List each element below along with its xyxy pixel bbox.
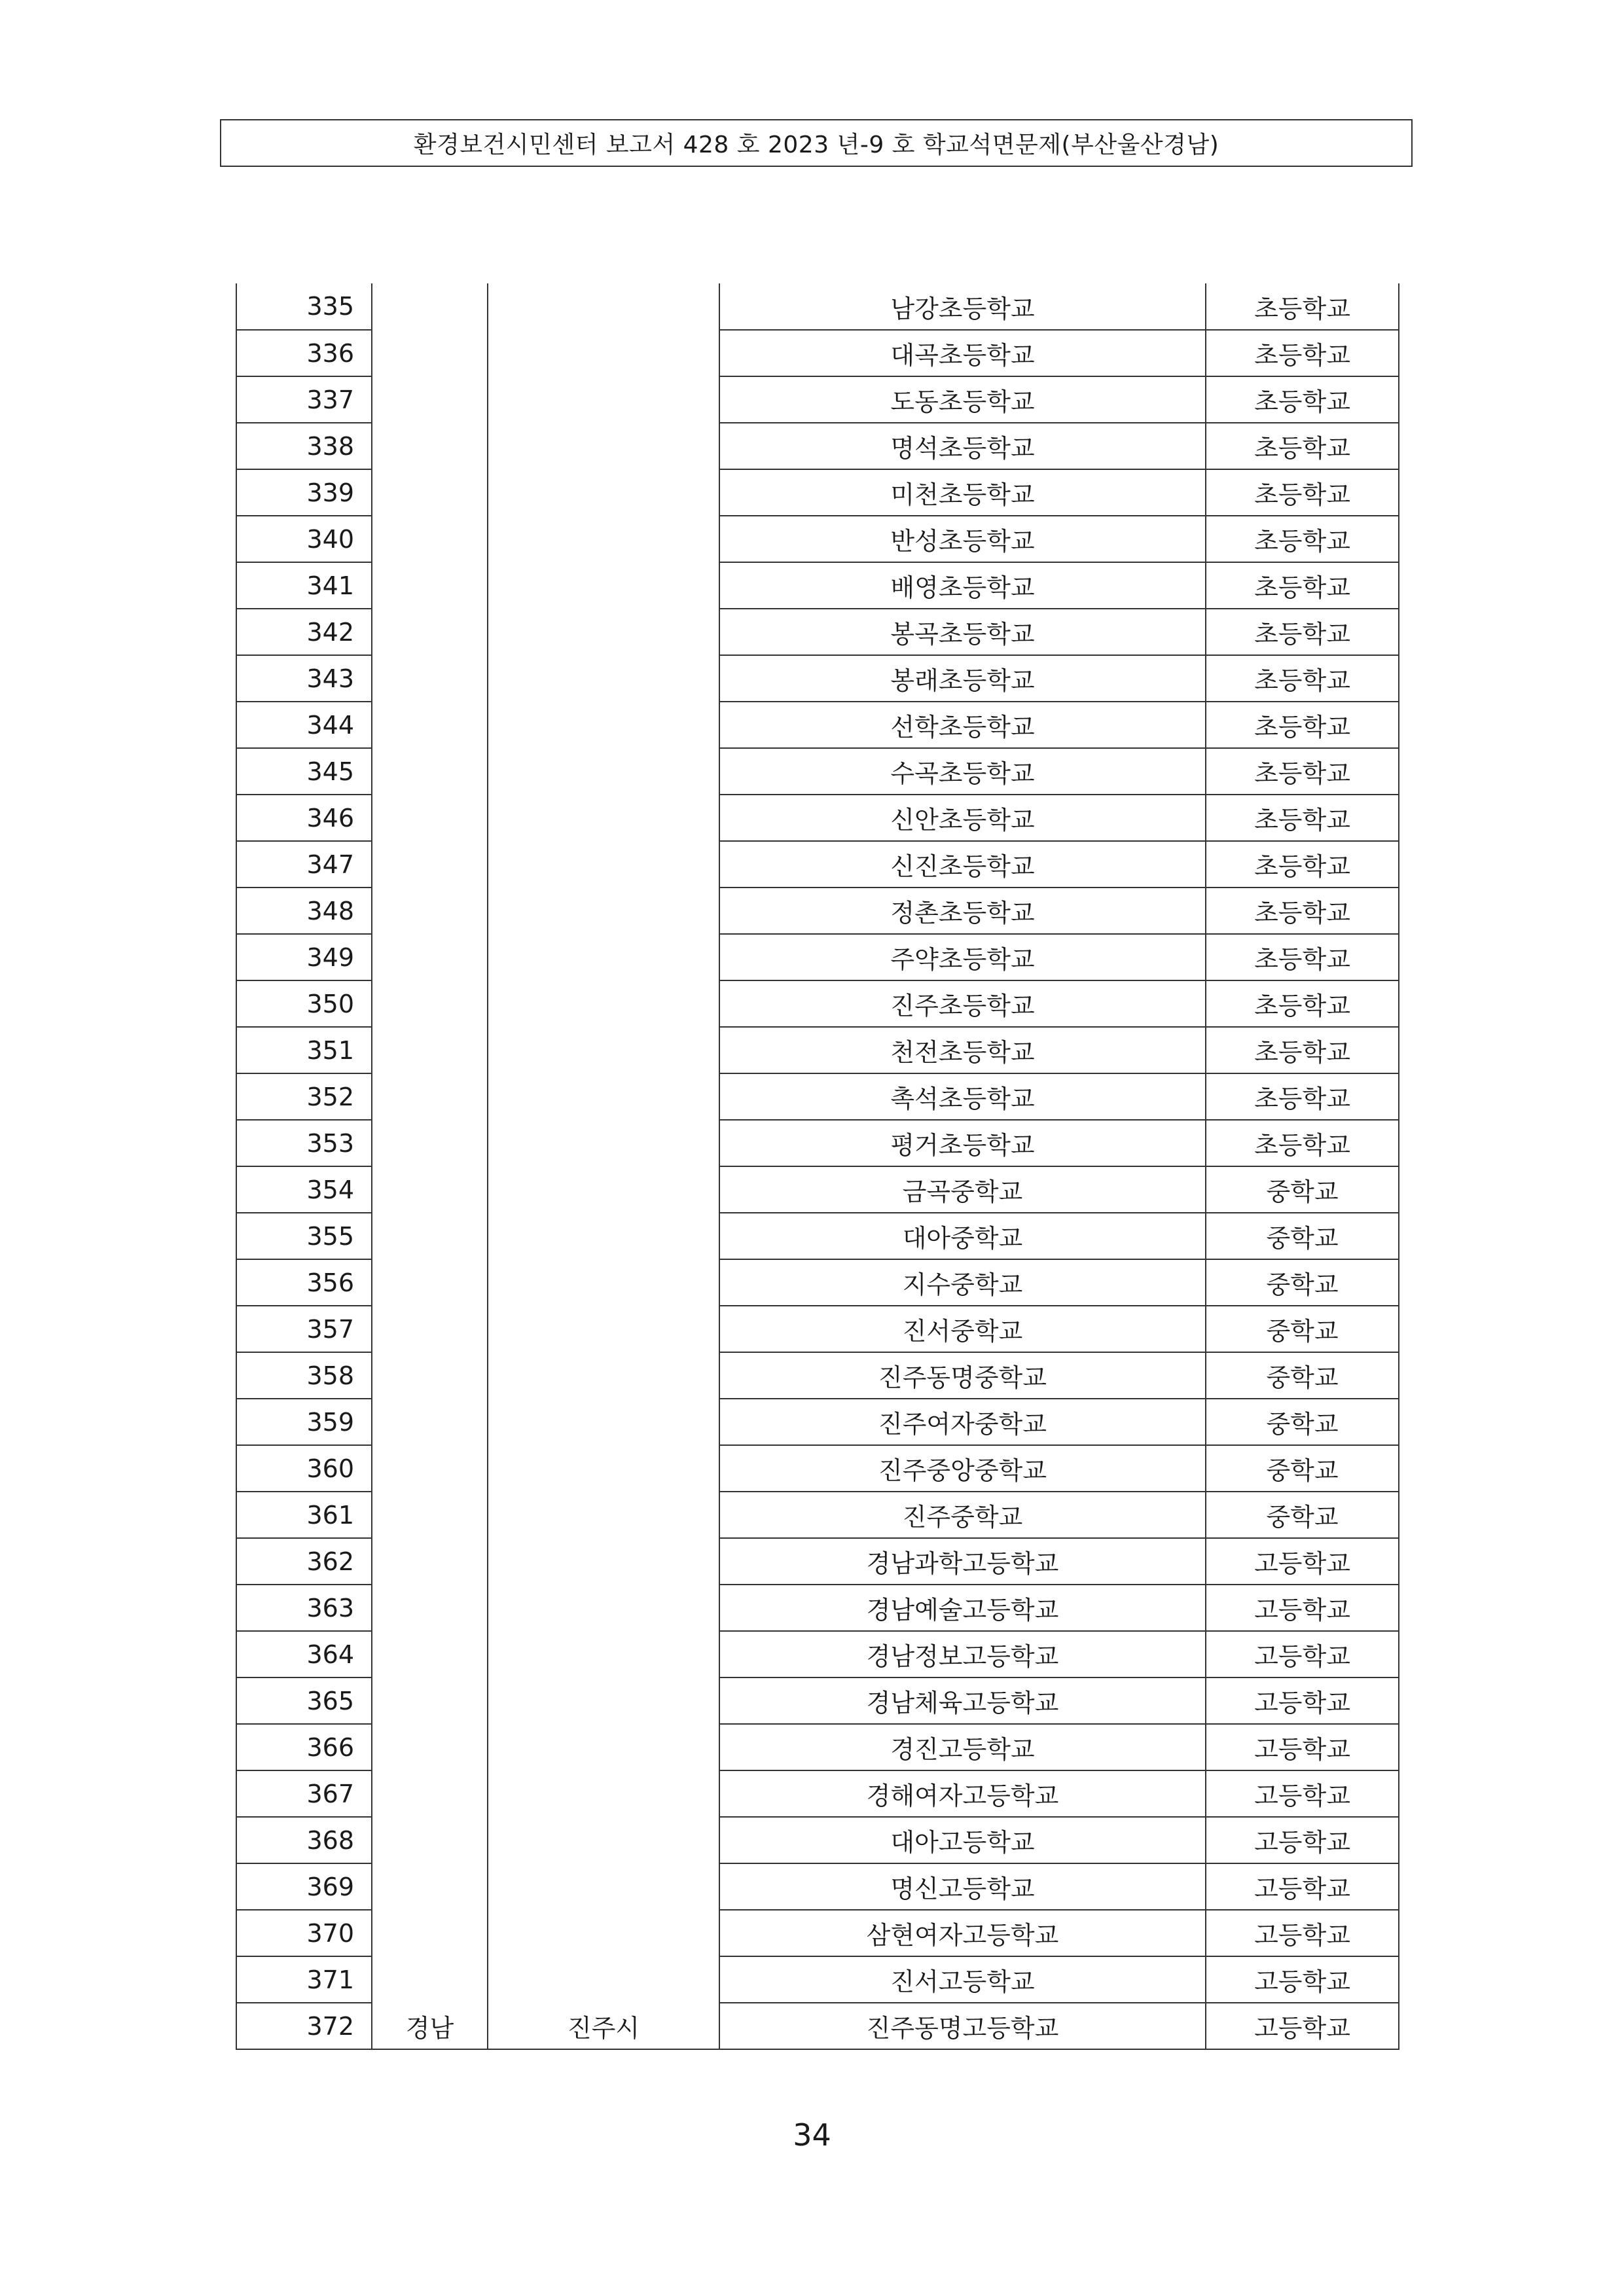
row-number-cell: 344	[236, 702, 372, 748]
city-cell	[488, 748, 719, 795]
school-level-cell: 초등학교	[1206, 934, 1399, 980]
school-name-cell: 진주동명고등학교	[719, 2003, 1206, 2049]
table-row	[236, 1399, 1399, 1445]
region-cell	[372, 423, 488, 469]
table-row	[236, 1910, 1399, 1956]
city-cell	[488, 1445, 719, 1492]
city-cell	[488, 1585, 719, 1631]
city-cell	[488, 1399, 719, 1445]
school-name-cell: 대곡초등학교	[719, 330, 1206, 376]
table-row	[236, 1166, 1399, 1213]
region-cell	[372, 1585, 488, 1631]
region-cell	[372, 980, 488, 1027]
city-cell	[488, 702, 719, 748]
row-number-cell: 359	[236, 1399, 372, 1445]
table-row	[236, 888, 1399, 934]
school-name-cell: 진서고등학교	[719, 1956, 1206, 2003]
city-cell	[488, 1166, 719, 1213]
school-name-cell: 배영초등학교	[719, 562, 1206, 609]
row-number-cell: 335	[236, 283, 372, 330]
region-cell	[372, 1352, 488, 1399]
city-cell	[488, 1631, 719, 1677]
row-number-cell: 346	[236, 795, 372, 841]
school-name-cell: 천전초등학교	[719, 1027, 1206, 1073]
region-cell	[372, 1027, 488, 1073]
school-name-cell: 선학초등학교	[719, 702, 1206, 748]
region-cell	[372, 1677, 488, 1724]
row-number-cell: 337	[236, 376, 372, 423]
city-cell	[488, 1770, 719, 1817]
school-name-cell: 진주동명중학교	[719, 1352, 1206, 1399]
city-cell	[488, 1259, 719, 1306]
city-cell	[488, 516, 719, 562]
row-number-cell: 352	[236, 1073, 372, 1120]
school-level-cell: 초등학교	[1206, 609, 1399, 655]
school-name-cell: 경남예술고등학교	[719, 1585, 1206, 1631]
row-number-cell: 360	[236, 1445, 372, 1492]
table-row	[236, 841, 1399, 888]
school-level-cell: 고등학교	[1206, 1585, 1399, 1631]
region-cell	[372, 1724, 488, 1770]
school-table-body	[236, 283, 1399, 2049]
table-row	[236, 609, 1399, 655]
table-row	[236, 1724, 1399, 1770]
table-row	[236, 748, 1399, 795]
row-number-cell: 365	[236, 1677, 372, 1724]
school-level-cell: 고등학교	[1206, 1863, 1399, 1910]
city-cell	[488, 1492, 719, 1538]
region-cell	[372, 1259, 488, 1306]
city-cell	[488, 655, 719, 702]
school-name-cell: 촉석초등학교	[719, 1073, 1206, 1120]
school-level-cell: 초등학교	[1206, 702, 1399, 748]
school-name-cell: 명신고등학교	[719, 1863, 1206, 1910]
city-cell	[488, 1306, 719, 1352]
school-level-cell: 중학교	[1206, 1259, 1399, 1306]
school-name-cell: 진주여자중학교	[719, 1399, 1206, 1445]
table-row	[236, 1863, 1399, 1910]
row-number-cell: 353	[236, 1120, 372, 1166]
row-number-cell: 364	[236, 1631, 372, 1677]
school-level-cell: 초등학교	[1206, 1027, 1399, 1073]
city-cell	[488, 562, 719, 609]
row-number-cell: 351	[236, 1027, 372, 1073]
table-row	[236, 1306, 1399, 1352]
school-level-cell: 초등학교	[1206, 423, 1399, 469]
row-number-cell: 350	[236, 980, 372, 1027]
page-number: 34	[793, 2117, 831, 2153]
region-cell	[372, 934, 488, 980]
region-cell	[372, 655, 488, 702]
school-level-cell: 고등학교	[1206, 1770, 1399, 1817]
table-row	[236, 702, 1399, 748]
school-level-cell: 초등학교	[1206, 283, 1399, 330]
school-name-cell: 진주중학교	[719, 1492, 1206, 1538]
city-cell	[488, 1677, 719, 1724]
school-name-cell: 지수중학교	[719, 1259, 1206, 1306]
school-name-cell: 경남체육고등학교	[719, 1677, 1206, 1724]
row-number-cell: 370	[236, 1910, 372, 1956]
city-cell	[488, 1956, 719, 2003]
school-level-cell: 초등학교	[1206, 330, 1399, 376]
school-level-cell: 중학교	[1206, 1492, 1399, 1538]
city-cell	[488, 1213, 719, 1259]
school-name-cell: 남강초등학교	[719, 283, 1206, 330]
table-row	[236, 655, 1399, 702]
city-cell	[488, 980, 719, 1027]
school-level-cell: 고등학교	[1206, 1956, 1399, 2003]
city-cell	[488, 1073, 719, 1120]
region-cell	[372, 562, 488, 609]
city-cell: 진주시	[488, 2003, 719, 2049]
school-name-cell: 금곡중학교	[719, 1166, 1206, 1213]
region-cell	[372, 1631, 488, 1677]
table-row	[236, 283, 1399, 330]
school-name-cell: 대아고등학교	[719, 1817, 1206, 1863]
city-cell	[488, 1352, 719, 1399]
city-cell	[488, 888, 719, 934]
table-row	[236, 469, 1399, 516]
table-row	[236, 423, 1399, 469]
school-name-cell: 경남정보고등학교	[719, 1631, 1206, 1677]
table-row	[236, 330, 1399, 376]
school-level-cell: 고등학교	[1206, 1677, 1399, 1724]
row-number-cell: 372	[236, 2003, 372, 2049]
school-level-cell: 초등학교	[1206, 469, 1399, 516]
row-number-cell: 368	[236, 1817, 372, 1863]
region-cell	[372, 376, 488, 423]
city-cell	[488, 469, 719, 516]
region-cell	[372, 702, 488, 748]
school-name-cell: 평거초등학교	[719, 1120, 1206, 1166]
table-row	[236, 2003, 1399, 2049]
school-name-cell: 경해여자고등학교	[719, 1770, 1206, 1817]
row-number-cell: 357	[236, 1306, 372, 1352]
table-row	[236, 934, 1399, 980]
region-cell	[372, 748, 488, 795]
region-cell: 경남	[372, 2003, 488, 2049]
row-number-cell: 354	[236, 1166, 372, 1213]
school-level-cell: 중학교	[1206, 1213, 1399, 1259]
table-row	[236, 516, 1399, 562]
city-cell	[488, 795, 719, 841]
school-name-cell: 경진고등학교	[719, 1724, 1206, 1770]
school-level-cell: 초등학교	[1206, 562, 1399, 609]
school-level-cell: 초등학교	[1206, 376, 1399, 423]
region-cell	[372, 888, 488, 934]
region-cell	[372, 1073, 488, 1120]
region-cell	[372, 1492, 488, 1538]
school-level-cell: 중학교	[1206, 1306, 1399, 1352]
school-level-cell: 초등학교	[1206, 795, 1399, 841]
school-level-cell: 고등학교	[1206, 1817, 1399, 1863]
school-name-cell: 명석초등학교	[719, 423, 1206, 469]
city-cell	[488, 376, 719, 423]
region-cell	[372, 1306, 488, 1352]
table-row	[236, 1259, 1399, 1306]
row-number-cell: 358	[236, 1352, 372, 1399]
region-cell	[372, 1213, 488, 1259]
city-cell	[488, 1538, 719, 1585]
region-cell	[372, 609, 488, 655]
school-level-cell: 고등학교	[1206, 1538, 1399, 1585]
row-number-cell: 366	[236, 1724, 372, 1770]
row-number-cell: 341	[236, 562, 372, 609]
school-name-cell: 대아중학교	[719, 1213, 1206, 1259]
region-cell	[372, 1910, 488, 1956]
row-number-cell: 363	[236, 1585, 372, 1631]
region-cell	[372, 1399, 488, 1445]
report-header: 환경보건시민센터 보고서 428 호 2023 년-9 호 학교석면문제(부산울산경남)	[220, 119, 1413, 167]
region-cell	[372, 1538, 488, 1585]
school-level-cell: 고등학교	[1206, 1724, 1399, 1770]
school-level-cell: 고등학교	[1206, 1910, 1399, 1956]
city-cell	[488, 934, 719, 980]
city-cell	[488, 1027, 719, 1073]
table-row	[236, 562, 1399, 609]
school-name-cell: 신안초등학교	[719, 795, 1206, 841]
school-level-cell: 중학교	[1206, 1166, 1399, 1213]
region-cell	[372, 1863, 488, 1910]
school-level-cell: 초등학교	[1206, 655, 1399, 702]
region-cell	[372, 330, 488, 376]
region-cell	[372, 469, 488, 516]
region-cell	[372, 1817, 488, 1863]
region-cell	[372, 1770, 488, 1817]
school-name-cell: 도동초등학교	[719, 376, 1206, 423]
school-table	[236, 283, 1399, 2050]
row-number-cell: 369	[236, 1863, 372, 1910]
region-cell	[372, 1956, 488, 2003]
table-row	[236, 1073, 1399, 1120]
school-name-cell: 진서중학교	[719, 1306, 1206, 1352]
school-level-cell: 중학교	[1206, 1445, 1399, 1492]
city-cell	[488, 1910, 719, 1956]
table-row	[236, 376, 1399, 423]
row-number-cell: 342	[236, 609, 372, 655]
school-name-cell: 진주초등학교	[719, 980, 1206, 1027]
row-number-cell: 345	[236, 748, 372, 795]
table-row	[236, 1956, 1399, 2003]
city-cell	[488, 330, 719, 376]
row-number-cell: 343	[236, 655, 372, 702]
table-row	[236, 980, 1399, 1027]
table-row	[236, 1677, 1399, 1724]
table-row	[236, 1027, 1399, 1073]
row-number-cell: 355	[236, 1213, 372, 1259]
school-name-cell: 신진초등학교	[719, 841, 1206, 888]
row-number-cell: 347	[236, 841, 372, 888]
school-level-cell: 중학교	[1206, 1399, 1399, 1445]
region-cell	[372, 1166, 488, 1213]
row-number-cell: 338	[236, 423, 372, 469]
row-number-cell: 348	[236, 888, 372, 934]
school-level-cell: 고등학교	[1206, 1631, 1399, 1677]
city-cell	[488, 283, 719, 330]
row-number-cell: 349	[236, 934, 372, 980]
city-cell	[488, 1120, 719, 1166]
table-row	[236, 795, 1399, 841]
row-number-cell: 361	[236, 1492, 372, 1538]
school-level-cell: 초등학교	[1206, 1120, 1399, 1166]
school-name-cell: 수곡초등학교	[719, 748, 1206, 795]
school-name-cell: 진주중앙중학교	[719, 1445, 1206, 1492]
table-row	[236, 1213, 1399, 1259]
city-cell	[488, 841, 719, 888]
table-row	[236, 1120, 1399, 1166]
city-cell	[488, 609, 719, 655]
city-cell	[488, 1863, 719, 1910]
school-name-cell: 봉래초등학교	[719, 655, 1206, 702]
table-row	[236, 1538, 1399, 1585]
school-level-cell: 초등학교	[1206, 748, 1399, 795]
school-level-cell: 초등학교	[1206, 1073, 1399, 1120]
row-number-cell: 371	[236, 1956, 372, 2003]
school-level-cell: 중학교	[1206, 1352, 1399, 1399]
school-level-cell: 초등학교	[1206, 841, 1399, 888]
row-number-cell: 356	[236, 1259, 372, 1306]
row-number-cell: 339	[236, 469, 372, 516]
region-cell	[372, 1445, 488, 1492]
school-name-cell: 미천초등학교	[719, 469, 1206, 516]
table-row	[236, 1770, 1399, 1817]
school-name-cell: 반성초등학교	[719, 516, 1206, 562]
region-cell	[372, 516, 488, 562]
row-number-cell: 336	[236, 330, 372, 376]
region-cell	[372, 795, 488, 841]
school-name-cell: 삼현여자고등학교	[719, 1910, 1206, 1956]
region-cell	[372, 283, 488, 330]
table-row	[236, 1585, 1399, 1631]
table-row	[236, 1817, 1399, 1863]
school-level-cell: 초등학교	[1206, 980, 1399, 1027]
region-cell	[372, 841, 488, 888]
row-number-cell: 367	[236, 1770, 372, 1817]
school-level-cell: 고등학교	[1206, 2003, 1399, 2049]
school-name-cell: 정촌초등학교	[719, 888, 1206, 934]
school-level-cell: 초등학교	[1206, 888, 1399, 934]
table-row	[236, 1352, 1399, 1399]
city-cell	[488, 423, 719, 469]
school-level-cell: 초등학교	[1206, 516, 1399, 562]
region-cell	[372, 1120, 488, 1166]
city-cell	[488, 1724, 719, 1770]
table-row	[236, 1631, 1399, 1677]
row-number-cell: 340	[236, 516, 372, 562]
row-number-cell: 362	[236, 1538, 372, 1585]
school-name-cell: 경남과학고등학교	[719, 1538, 1206, 1585]
city-cell	[488, 1817, 719, 1863]
school-name-cell: 주약초등학교	[719, 934, 1206, 980]
table-row	[236, 1445, 1399, 1492]
school-name-cell: 봉곡초등학교	[719, 609, 1206, 655]
table-row	[236, 1492, 1399, 1538]
